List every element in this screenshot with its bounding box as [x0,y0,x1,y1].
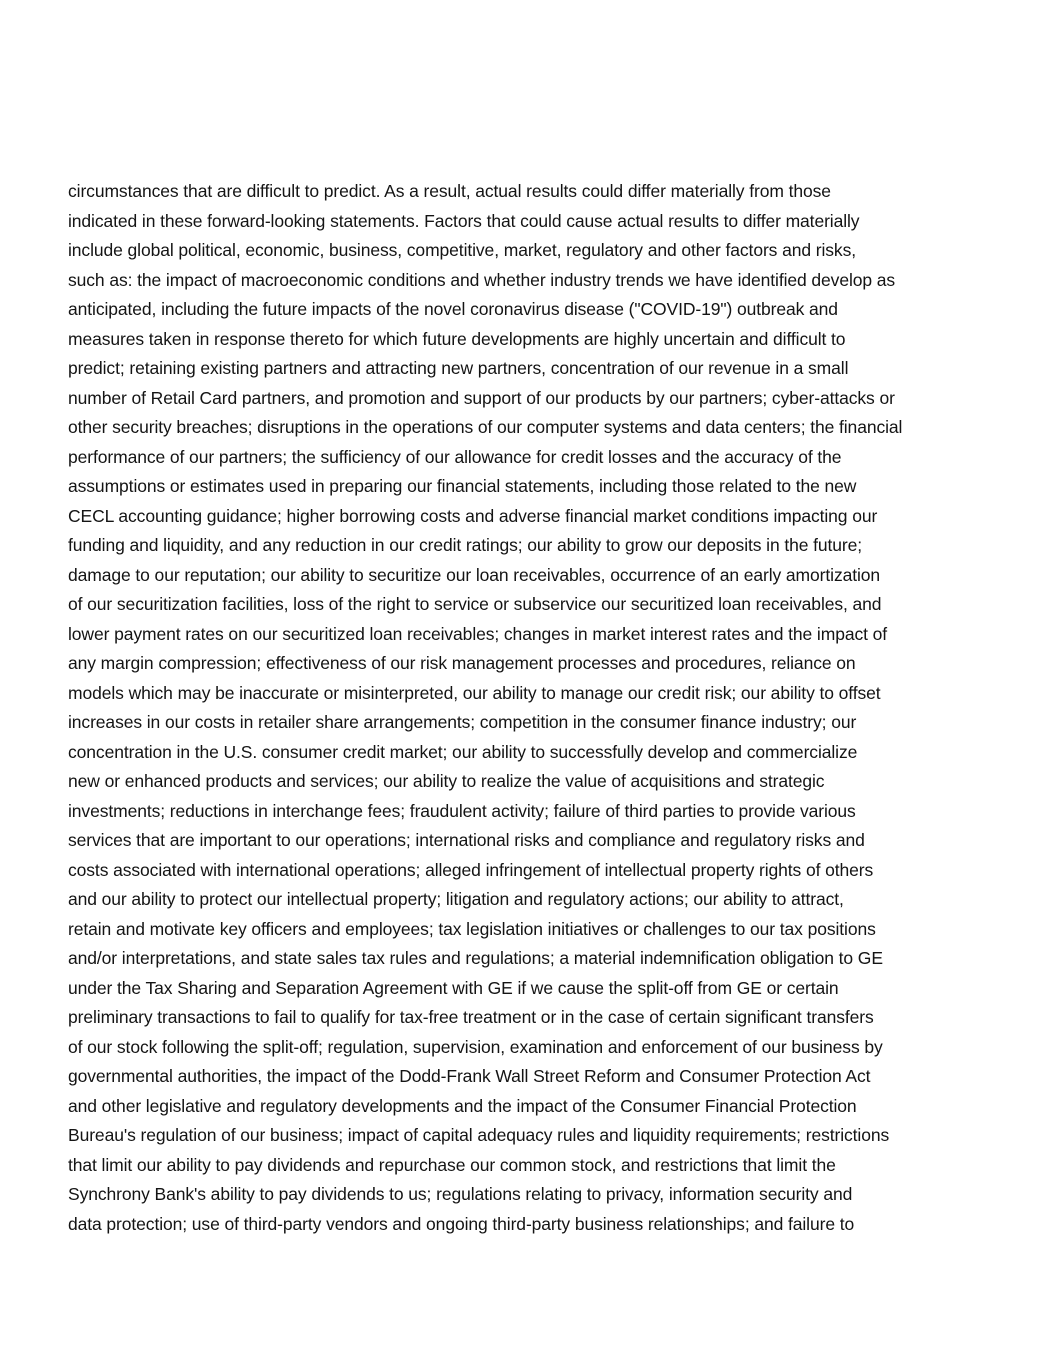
text-line: such as: the impact of macroeconomic conditions and whether industry trends we have identified develop as [68,269,896,290]
text-line: lower payment rates on our securitized loan receivables; changes in market interest rates and the impact of [68,623,888,644]
text-line: circumstances that are difficult to predict. As a result, actual results could differ materially from those [68,181,831,201]
text-line: and/or interpretations, and state sales tax rules and regulations; a material indemnification obligation to GE [68,948,883,968]
text-line: Bureau's regulation of our business; impact of capital adequacy rules and liquidity requirements; restrictions [68,1125,890,1145]
text-line: measures taken in response thereto for which future developments are highly uncertain and difficult to [68,328,846,349]
text-line: and our ability to protect our intellectual property; litigation and regulatory actions; our ability to attract, [68,889,844,909]
text-line: assumptions or estimates used in preparing our financial statements, including those related to the new [68,476,857,496]
text-line: retain and motivate key officers and employees; tax legislation initiatives or challenges to our tax positions [68,918,876,939]
text-line: governmental authorities, the impact of the Dodd-Frank Wall Street Reform and Consumer Protection Act [68,1066,871,1086]
forward-looking-statements-paragraph [68,177,988,1239]
text-line: Synchrony Bank's ability to pay dividends to us; regulations relating to privacy, information security and [68,1184,853,1204]
text-line: other security breaches; disruptions in the operations of our computer systems and data centers; the financial [68,417,903,437]
text-line: any margin compression; effectiveness of our risk management processes and procedures, reliance on [68,653,856,673]
text-line: number of Retail Card partners, and promotion and support of our products by our partners; cyber-attacks or [68,387,895,408]
text-line: of our stock following the split-off; regulation, supervision, examination and enforcement of our business by [68,1036,883,1057]
text-line: new or enhanced products and services; our ability to realize the value of acquisitions and strategic [68,771,825,791]
text-line: damage to our reputation; our ability to securitize our loan receivables, occurrence of an early amortization [68,564,881,585]
text-line: funding and liquidity, and any reduction in our credit ratings; our ability to grow our deposits in the future; [68,535,863,555]
text-line: and other legislative and regulatory developments and the impact of the Consumer Financial Protection [68,1095,857,1116]
text-line: services that are important to our operations; international risks and compliance and regulatory risks and [68,830,865,850]
text-line: indicated in these forward-looking statements. Factors that could cause actual results to differ materially [68,210,860,231]
text-line: predict; retaining existing partners and attracting new partners, concentration of our revenue in a small [68,358,849,378]
text-line: include global political, economic, business, competitive, market, regulatory and other factors and risks, [68,240,856,260]
text-line: investments; reductions in interchange fees; fraudulent activity; failure of third parties to provide various [68,800,856,821]
text-line: models which may be inaccurate or misinterpreted, our ability to manage our credit risk; our ability to offset [68,682,881,703]
text-line: preliminary transactions to fail to qualify for tax-free treatment or in the case of certain significant transfers [68,1007,874,1027]
text-line: concentration in the U.S. consumer credit market; our ability to successfully develop and commercialize [68,741,858,762]
text-line: under the Tax Sharing and Separation Agreement with GE if we cause the split-off from GE or certain [68,977,839,998]
text-line: anticipated, including the future impacts of the novel coronavirus disease ("COVID-19") outbreak and [68,299,838,319]
text-line: of our securitization facilities, loss of the right to service or subservice our securitized loan receivables, and [68,594,882,614]
text-line: costs associated with international operations; alleged infringement of intellectual property rights of others [68,859,874,880]
text-line: increases in our costs in retailer share arrangements; competition in the consumer finance industry; our [68,712,857,732]
text-line: performance of our partners; the sufficiency of our allowance for credit losses and the accuracy of the [68,446,842,467]
text-line: CECL accounting guidance; higher borrowing costs and adverse financial market conditions impacting our [68,505,878,526]
text-line: data protection; use of third-party vendors and ongoing third-party business relationships; and failure to [68,1213,855,1234]
text-line: that limit our ability to pay dividends and repurchase our common stock, and restrictions that limit the [68,1154,836,1175]
